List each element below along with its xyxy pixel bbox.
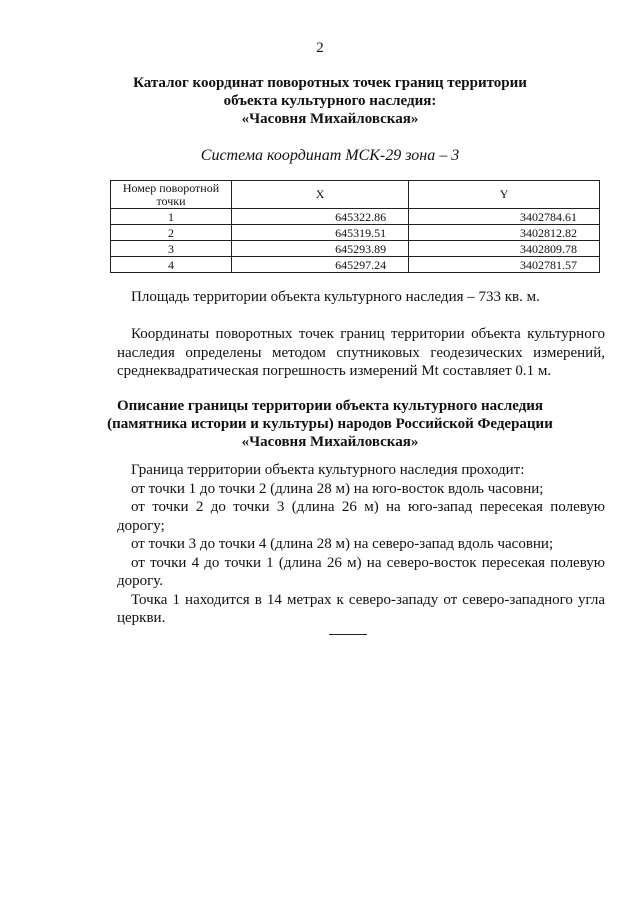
boundary-intro: Граница территории объекта культурного наследия проходит: <box>131 462 525 478</box>
description-title-line: «Часовня Михайловская» <box>241 434 419 450</box>
table-row <box>111 225 600 241</box>
column-header-y: Y <box>409 181 600 209</box>
column-header-x: X <box>232 181 409 209</box>
boundary-segment: от точки 2 до точки 3 (длина 26 м) на юго-запад пересекая полевую дорогу; <box>117 499 605 534</box>
catalog-title-line: объекта культурного наследия: <box>223 93 437 109</box>
table-row <box>111 209 600 225</box>
table-header-row <box>111 181 600 209</box>
boundary-segment: от точки 1 до точки 2 (длина 28 м) на юго-восток вдоль часовни; <box>131 480 544 497</box>
coordinate-system: Система координат МСК-29 зона – 3 <box>200 147 460 164</box>
coordinates-table <box>110 180 600 273</box>
table-cell-point: 1 <box>111 209 232 225</box>
table-row <box>111 257 600 273</box>
table-cell-x: 645297.24 <box>232 257 409 273</box>
table-cell-x: 645293.89 <box>232 241 409 257</box>
table-cell-y: 3402812.82 <box>409 225 600 241</box>
table-cell-y: 3402781.57 <box>409 257 600 273</box>
boundary-segment: от точки 3 до точки 4 (длина 28 м) на северо-запад вдоль часовни; <box>131 536 554 552</box>
page-number: 2 <box>316 40 324 56</box>
boundary-description <box>117 461 605 628</box>
table-cell-x: 645322.86 <box>232 209 409 225</box>
catalog-title <box>60 74 600 128</box>
end-separator <box>329 634 367 635</box>
table-cell-y: 3402784.61 <box>409 209 600 225</box>
description-title-line: (памятника истории и культуры) народов Российской Федерации <box>107 416 553 432</box>
catalog-title-line: «Часовня Михайловская» <box>241 111 419 127</box>
table-cell-y: 3402809.78 <box>409 241 600 257</box>
boundary-note: Точка 1 находится в 14 метрах к северо-западу от северо-западного угла церкви. <box>117 591 605 626</box>
area-paragraph: Площадь территории объекта культурного наследия – 733 кв. м. <box>131 289 540 305</box>
description-title-line: Описание границы территории объекта культурного наследия <box>116 398 544 414</box>
table-cell-x: 645319.51 <box>232 225 409 241</box>
table-row <box>111 241 600 257</box>
table-cell-point: 3 <box>111 241 232 257</box>
coords-method-paragraph: Координаты поворотных точек границ территории объекта культурного наследия определены методом спутниковых геодезических измерений, среднеквадратическая погрешность измерений Mt составляет 0.1 м. <box>117 326 605 379</box>
catalog-title-line: Каталог координат поворотных точек границ территории <box>133 75 527 91</box>
column-header-point: Номер поворотной точки <box>111 181 232 209</box>
table-cell-point: 2 <box>111 225 232 241</box>
description-title <box>60 397 600 451</box>
boundary-segment: от точки 4 до точки 1 (длина 26 м) на северо-восток пересекая полевую дорогу. <box>117 554 605 589</box>
table-cell-point: 4 <box>111 257 232 273</box>
